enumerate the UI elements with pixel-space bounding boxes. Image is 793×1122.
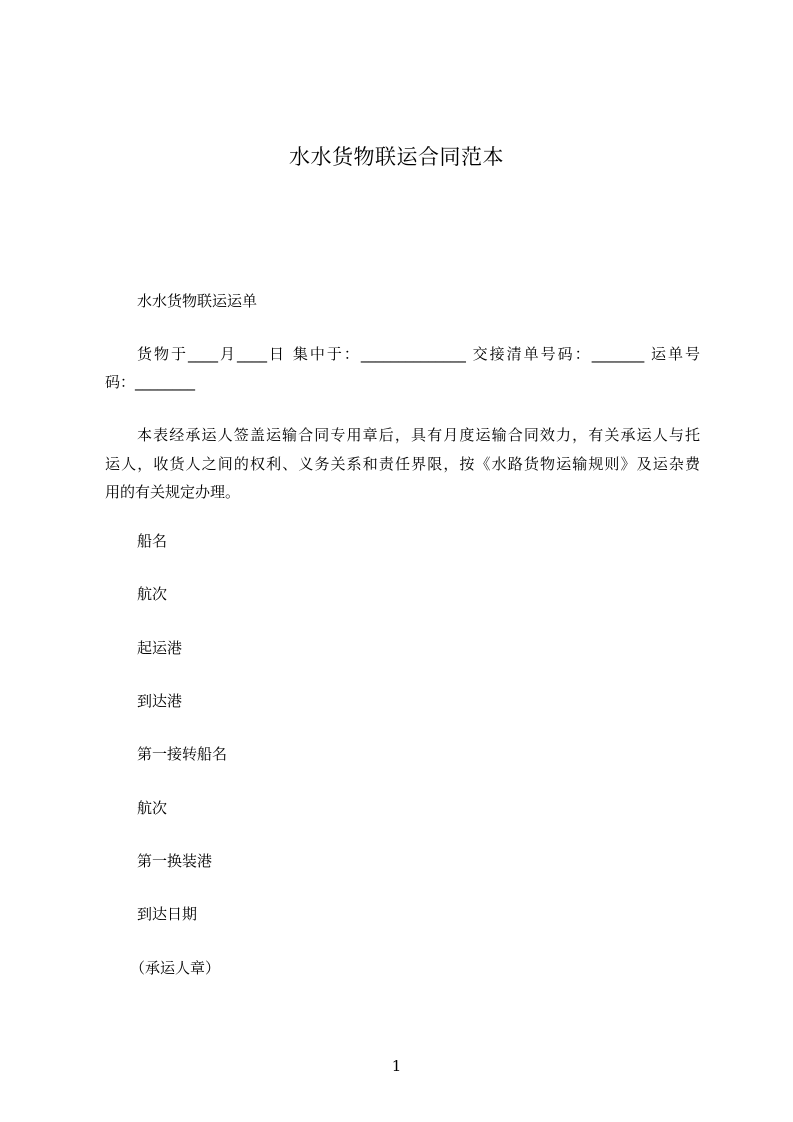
terms-paragraph-line-3: 用的有关规定办理。 [105, 483, 241, 501]
field-first-transfer-ship: 第一接转船名 [137, 745, 228, 763]
cargo-info-line-2: 码：________ [105, 373, 196, 391]
document-title: 水水货物联运合同范本 [289, 145, 504, 169]
field-voyage: 航次 [137, 585, 168, 603]
terms-paragraph-line-2: 运人，收货人之间的权利、义务关系和责任界限，按《水路货物运输规则》及运杂费 [105, 455, 700, 473]
field-ship-name: 船名 [137, 532, 168, 550]
carrier-seal-label: （承运人章） [130, 959, 221, 977]
page-number: 1 [391, 1057, 402, 1075]
field-transfer-voyage: 航次 [137, 799, 168, 817]
field-departure-port: 起运港 [137, 639, 183, 657]
cargo-info-line-1: 货物于____月____日 集中于：______________ 交接清单号码：_______ 运单号 [137, 345, 700, 363]
field-arrival-date: 到达日期 [137, 905, 198, 923]
waybill-heading: 水水货物联运运单 [137, 292, 258, 310]
terms-paragraph-line-1: 本表经承运人签盖运输合同专用章后，具有月度运输合同效力，有关承运人与托 [137, 426, 700, 444]
field-arrival-port: 到达港 [137, 692, 183, 710]
field-first-transshipment-port: 第一换装港 [137, 852, 213, 870]
